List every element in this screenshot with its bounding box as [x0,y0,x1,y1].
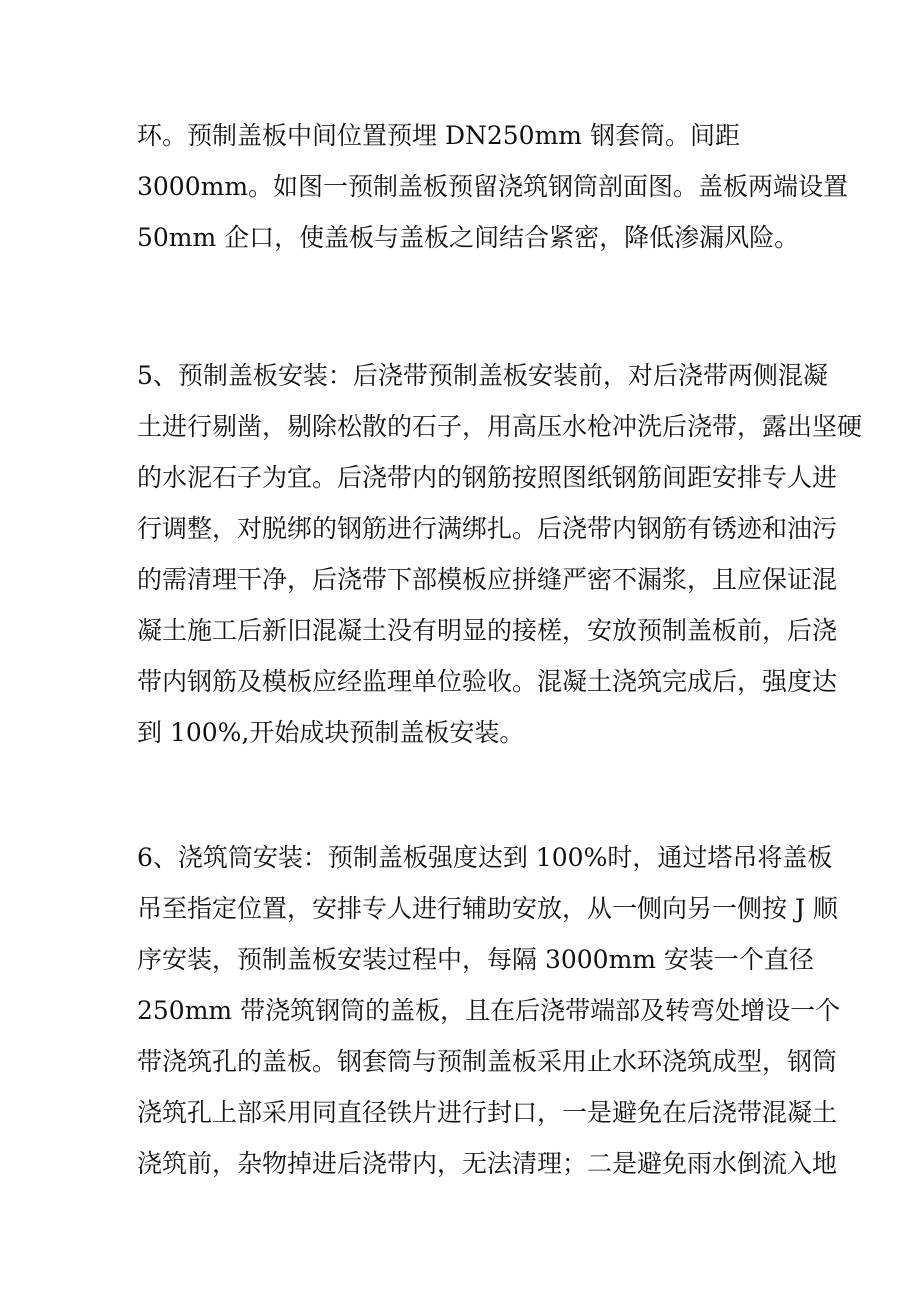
text-line: 的水泥石子为宜。后浇带内的钢筋按照图纸钢筋间距安排专人进 [137,463,838,492]
text-line: 凝土施工后新旧混凝土没有明显的接槎，安放预制盖板前，后浇 [137,616,838,645]
paragraph-precast-cover-continued [137,110,849,263]
text-line: 行调整，对脱绑的钢筋进行满绑扎。后浇带内钢筋有锈迹和油污 [137,514,838,543]
text-line: 带内钢筋及模板应经监理单位验收。混凝土浇筑完成后，强度达 [137,667,838,696]
text-line: 浇筑前，杂物掉进后浇带内，无法清理；二是避免雨水倒流入地 [137,1149,838,1178]
paragraph-section-5-cover-installation [137,350,863,758]
text-line: 带浇筑孔的盖板。钢套筒与预制盖板采用止水环浇筑成型，钢筒 [137,1047,838,1076]
text-line: 的需清理干净，后浇带下部模板应拼缝严密不漏浆，且应保证混 [137,565,838,594]
paragraph-section-6-pour-tube-installation [137,832,841,1189]
text-line: 浇筑孔上部采用同直径铁片进行封口，一是避免在后浇带混凝土 [137,1098,838,1127]
text-line: 到 100%,开始成块预制盖板安装。 [137,718,525,747]
text-line: 5、预制盖板安装：后浇带预制盖板安装前，对后浇带两侧混凝 [137,361,828,390]
text-line: 吊至指定位置，安排专人进行辅助安放，从一侧向另一侧按 J 顺 [137,894,838,923]
text-line: 序安装，预制盖板安装过程中，每隔 3000mm 安装一个直径 [137,945,814,974]
text-line: 环。预制盖板中间位置预埋 DN250mm 钢套筒。间距 [137,121,740,150]
text-line: 50mm 企口，使盖板与盖板之间结合紧密，降低渗漏风险。 [137,223,800,252]
text-line: 3000mm。如图一预制盖板预留浇筑钢筒剖面图。盖板两端设置 [137,172,849,201]
text-line: 土进行剔凿，剔除松散的石子，用高压水枪冲洗后浇带，露出坚硬 [137,412,863,441]
text-line: 250mm 带浇筑钢筒的盖板，且在后浇带端部及转弯处增设一个 [137,996,841,1025]
text-line: 6、浇筑筒安装：预制盖板强度达到 100%时，通过塔吊将盖板 [137,843,833,872]
